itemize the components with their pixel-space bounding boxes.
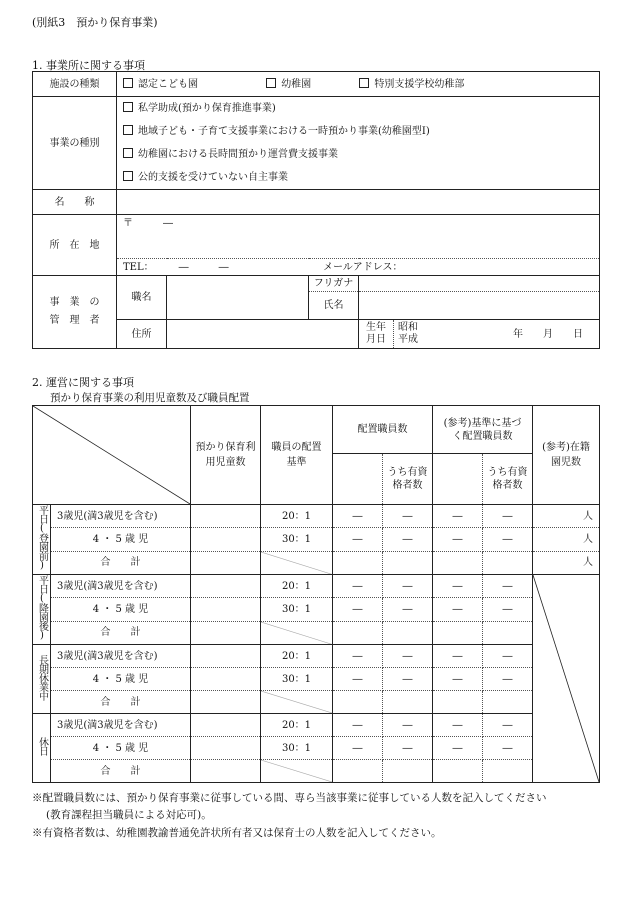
business-option-4[interactable]: 公的支援を受けていない自主事業 bbox=[123, 166, 599, 189]
enrolled-diagonal-line bbox=[533, 575, 599, 782]
ref-qualified-field[interactable]: ― bbox=[483, 714, 533, 737]
table-row bbox=[33, 621, 600, 644]
ref-qualified-field[interactable] bbox=[483, 691, 533, 714]
qualified-count-field[interactable]: ― bbox=[383, 598, 433, 621]
table-row bbox=[33, 691, 600, 714]
address-field[interactable] bbox=[167, 320, 359, 349]
staff-count-field[interactable] bbox=[333, 621, 383, 644]
birth-cell bbox=[359, 320, 600, 349]
children-count-field[interactable] bbox=[191, 760, 261, 783]
category-cell: 合 計 bbox=[51, 691, 191, 714]
qualified-count-field[interactable]: ― bbox=[383, 575, 433, 598]
facility-option-1[interactable]: 認定こども園 bbox=[123, 78, 263, 91]
section2-title: 2. 運営に関する事項 bbox=[32, 376, 134, 389]
table-row bbox=[33, 528, 600, 551]
children-count-field[interactable] bbox=[191, 505, 261, 528]
enrolled-count-field[interactable]: 人 bbox=[533, 505, 600, 528]
staff-count-field[interactable]: ― bbox=[333, 505, 383, 528]
staff-count-field[interactable]: ― bbox=[333, 668, 383, 691]
enrolled-count-field[interactable]: 人 bbox=[533, 551, 600, 574]
table-row bbox=[33, 645, 600, 668]
table-row bbox=[33, 551, 600, 574]
children-count-field[interactable] bbox=[191, 575, 261, 598]
era-options[interactable]: 昭和 平成 bbox=[398, 322, 418, 345]
facility-type-options bbox=[117, 72, 600, 97]
ratio-cell bbox=[261, 760, 333, 783]
children-count-field[interactable] bbox=[191, 714, 261, 737]
ref-qualified-field[interactable] bbox=[483, 551, 533, 574]
ref-qualified-field[interactable] bbox=[483, 621, 533, 644]
ref-staff-field[interactable]: ― bbox=[433, 575, 483, 598]
note-1-line-2: (教育課程担当職員による対応可)。 bbox=[46, 809, 212, 821]
category-cell: 4 ・ 5 歳 児 bbox=[51, 668, 191, 691]
ref-staff-field[interactable] bbox=[433, 691, 483, 714]
ratio-diagonal-line bbox=[261, 691, 332, 713]
header-corner bbox=[33, 406, 191, 505]
qualified-count-field[interactable]: ― bbox=[383, 528, 433, 551]
ref-qualified-field[interactable]: ― bbox=[483, 575, 533, 598]
staff-count-field[interactable] bbox=[333, 760, 383, 783]
children-count-field[interactable] bbox=[191, 737, 261, 760]
ref-qualified-field[interactable]: ― bbox=[483, 505, 533, 528]
business-type-options bbox=[117, 97, 600, 190]
category-cell: 合 計 bbox=[51, 621, 191, 644]
children-count-field[interactable] bbox=[191, 668, 261, 691]
birth-label: 生年 月日 bbox=[359, 320, 394, 348]
header-ref-staff: (参考)基準に基づく配置職員数 bbox=[433, 406, 533, 454]
ref-staff-field[interactable]: ― bbox=[433, 598, 483, 621]
period-label-text: 平日(登園前) bbox=[36, 505, 48, 570]
checkbox-icon[interactable] bbox=[123, 125, 133, 135]
post-field[interactable] bbox=[167, 276, 309, 320]
qualified-count-field[interactable]: ― bbox=[383, 714, 433, 737]
ratio-diagonal-line bbox=[261, 760, 332, 782]
qualified-count-field[interactable] bbox=[383, 551, 433, 574]
section1-title: 1. 事業所に関する事項 bbox=[32, 59, 145, 72]
staff-count-field[interactable]: ― bbox=[333, 528, 383, 551]
name-field[interactable] bbox=[117, 190, 600, 215]
furigana-label: フリガナ bbox=[309, 276, 359, 292]
ref-staff-field[interactable]: ― bbox=[433, 668, 483, 691]
ratio-diagonal-line bbox=[261, 552, 332, 574]
children-count-field[interactable] bbox=[191, 598, 261, 621]
name-label: 名 称 bbox=[33, 190, 117, 215]
children-count-field[interactable] bbox=[191, 645, 261, 668]
ref-qualified-field[interactable]: ― bbox=[483, 528, 533, 551]
note-2: ※有資格者数は、幼稚園教諭普通免許状所有者又は保育士の人数を記入してください。 bbox=[32, 827, 442, 839]
enrolled-count-field[interactable]: 人 bbox=[533, 528, 600, 551]
header-ref-qualified: うち有資格者数 bbox=[483, 454, 533, 505]
period-label bbox=[33, 575, 51, 645]
birth-date-field[interactable]: 年 月 日 bbox=[513, 328, 583, 340]
checkbox-icon[interactable] bbox=[123, 148, 133, 158]
qualified-count-field[interactable] bbox=[383, 691, 433, 714]
staff-table bbox=[32, 405, 600, 783]
ref-staff-field[interactable]: ― bbox=[433, 528, 483, 551]
header-ref-enrolled: (参考)在籍園児数 bbox=[533, 406, 600, 505]
ref-qualified-field[interactable]: ― bbox=[483, 668, 533, 691]
children-count-field[interactable] bbox=[191, 528, 261, 551]
table-row bbox=[33, 714, 600, 737]
staff-count-field[interactable]: ― bbox=[333, 575, 383, 598]
staff-count-field[interactable] bbox=[333, 551, 383, 574]
checkbox-icon[interactable] bbox=[123, 102, 133, 112]
checkbox-icon[interactable] bbox=[266, 78, 276, 88]
business-option-2[interactable]: 地域子ども・子育て支援事業における一時預かり事業(幼稚園型Ⅰ) bbox=[123, 120, 599, 143]
table-row bbox=[33, 760, 600, 783]
enrolled-na-cell bbox=[533, 575, 600, 783]
ref-staff-field[interactable] bbox=[433, 760, 483, 783]
ref-qualified-field[interactable] bbox=[483, 760, 533, 783]
ratio-cell: 20：1 bbox=[261, 505, 333, 528]
ref-staff-field[interactable]: ― bbox=[433, 737, 483, 760]
header-staff: 配置職員数 bbox=[333, 406, 433, 454]
staff-count-field[interactable] bbox=[333, 691, 383, 714]
ref-staff-field[interactable] bbox=[433, 551, 483, 574]
ratio-cell: 30：1 bbox=[261, 528, 333, 551]
location-label: 所 在 地 bbox=[33, 215, 117, 276]
checkbox-icon[interactable] bbox=[359, 78, 369, 88]
diagonal-line bbox=[33, 406, 190, 504]
ref-staff-field[interactable]: ― bbox=[433, 645, 483, 668]
qualified-count-field[interactable] bbox=[383, 621, 433, 644]
ref-staff-field[interactable]: ― bbox=[433, 505, 483, 528]
staff-count-field[interactable]: ― bbox=[333, 598, 383, 621]
facility-option-2[interactable]: 幼稚園 bbox=[266, 78, 356, 91]
category-cell: 3歳児(満3歳児を含む) bbox=[51, 575, 191, 598]
postal-field[interactable]: 〒 ― bbox=[117, 215, 600, 259]
post-label: 職名 bbox=[117, 276, 167, 320]
table-row bbox=[33, 575, 600, 598]
period-label-text: 平日(降園後) bbox=[36, 575, 48, 640]
period-label bbox=[33, 645, 51, 714]
business-type-label: 事業の種別 bbox=[33, 97, 117, 190]
contact-row bbox=[117, 259, 600, 276]
ratio-cell: 30：1 bbox=[261, 737, 333, 760]
qualified-count-field[interactable]: ― bbox=[383, 645, 433, 668]
ratio-cell bbox=[261, 691, 333, 714]
children-count-field[interactable] bbox=[191, 691, 261, 714]
qualified-count-field[interactable]: ― bbox=[383, 668, 433, 691]
staff-body bbox=[33, 505, 600, 783]
ref-qualified-field[interactable]: ― bbox=[483, 598, 533, 621]
category-cell: 合 計 bbox=[51, 551, 191, 574]
note-1-line-1: ※配置職員数には、預かり保育事業に従事している間、専ら当該事業に従事している人数を記入してください bbox=[32, 792, 547, 804]
children-count-field[interactable] bbox=[191, 621, 261, 644]
annex-title: (別紙3 預かり保育事業) bbox=[32, 16, 158, 29]
qualified-count-field[interactable]: ― bbox=[383, 505, 433, 528]
ratio-cell: 30：1 bbox=[261, 668, 333, 691]
ref-staff-field[interactable] bbox=[433, 621, 483, 644]
section2-subtitle: 預かり保育事業の利用児童数及び職員配置 bbox=[50, 392, 250, 404]
business-option-3[interactable]: 幼稚園における長時間預かり運営費支援事業 bbox=[123, 143, 599, 166]
header-children: 預かり保育利用児童数 bbox=[191, 406, 261, 505]
ratio-diagonal-line bbox=[261, 622, 332, 644]
children-count-field[interactable] bbox=[191, 551, 261, 574]
table-row bbox=[33, 668, 600, 691]
checkbox-icon[interactable] bbox=[123, 78, 133, 88]
ref-qualified-field[interactable]: ― bbox=[483, 737, 533, 760]
ratio-cell: 30：1 bbox=[261, 598, 333, 621]
mail-field[interactable]: メールアドレス： bbox=[323, 261, 403, 273]
person-name-label: 氏名 bbox=[309, 292, 359, 320]
facility-type-label: 施設の種類 bbox=[33, 72, 117, 97]
category-cell: 4 ・ 5 歳 児 bbox=[51, 528, 191, 551]
ratio-cell: 20：1 bbox=[261, 575, 333, 598]
staff-count-field[interactable]: ― bbox=[333, 737, 383, 760]
ratio-cell bbox=[261, 551, 333, 574]
header-staff-blank bbox=[333, 454, 383, 505]
tel-field[interactable]: TEL： ― ― bbox=[123, 261, 229, 273]
address-label: 住所 bbox=[117, 320, 167, 349]
header-ref-blank bbox=[433, 454, 483, 505]
table-row bbox=[33, 737, 600, 760]
category-cell: 3歳児(満3歳児を含む) bbox=[51, 505, 191, 528]
ref-qualified-field[interactable]: ― bbox=[483, 645, 533, 668]
manager-label: 事 業 の 管 理 者 bbox=[33, 276, 117, 349]
facility-option-3[interactable]: 特別支援学校幼稚部 bbox=[359, 78, 464, 91]
ratio-cell: 20：1 bbox=[261, 714, 333, 737]
header-standard: 職員の配置基準 bbox=[261, 406, 333, 505]
table-row bbox=[33, 598, 600, 621]
period-label bbox=[33, 714, 51, 783]
period-label bbox=[33, 505, 51, 575]
period-label-text: 休日 bbox=[36, 737, 48, 755]
qualified-count-field[interactable] bbox=[383, 760, 433, 783]
staff-count-field[interactable]: ― bbox=[333, 645, 383, 668]
checkbox-icon[interactable] bbox=[123, 171, 133, 181]
table-row bbox=[33, 505, 600, 528]
category-cell: 合 計 bbox=[51, 760, 191, 783]
category-cell: 3歳児(満3歳児を含む) bbox=[51, 645, 191, 668]
header-qualified: うち有資格者数 bbox=[383, 454, 433, 505]
ratio-cell: 20：1 bbox=[261, 645, 333, 668]
ref-staff-field[interactable]: ― bbox=[433, 714, 483, 737]
person-name-field[interactable] bbox=[359, 292, 600, 320]
ratio-cell bbox=[261, 621, 333, 644]
period-label-text: 長期休業中 bbox=[36, 654, 48, 700]
staff-count-field[interactable]: ― bbox=[333, 714, 383, 737]
facility-table bbox=[32, 71, 600, 349]
furigana-field[interactable] bbox=[359, 276, 600, 292]
category-cell: 3歳児(満3歳児を含む) bbox=[51, 714, 191, 737]
category-cell: 4 ・ 5 歳 児 bbox=[51, 737, 191, 760]
category-cell: 4 ・ 5 歳 児 bbox=[51, 598, 191, 621]
qualified-count-field[interactable]: ― bbox=[383, 737, 433, 760]
business-option-1[interactable]: 私学助成(預かり保育推進事業) bbox=[123, 97, 599, 120]
